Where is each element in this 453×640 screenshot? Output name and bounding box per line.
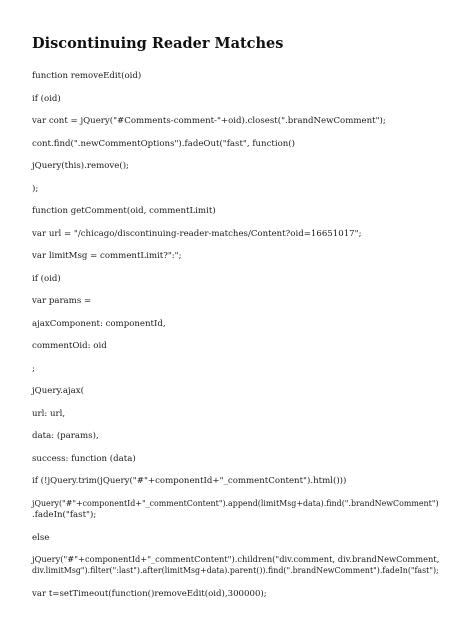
- code-line: data: (params),: [32, 431, 99, 441]
- code-line: var cont = jQuery("#Comments-comment-"+oid).closest(".brandNewComment");: [32, 116, 386, 126]
- code-line: if (oid): [32, 94, 61, 104]
- code-line: jQuery("#"+componentId+"_commentContent").children("div.comment, div.brandNewComment,: [32, 555, 440, 565]
- code-line: var params =: [32, 296, 92, 306]
- code-line: if (oid): [32, 274, 61, 284]
- code-line: var t=setTimeout(function()removeEdit(oid),300000);: [32, 589, 267, 599]
- code-line: url: url,: [32, 409, 66, 419]
- code-line: function getComment(oid, commentLimit): [32, 206, 216, 216]
- code-line: success: function (data): [32, 454, 136, 464]
- code-line: ajaxComponent: componentId,: [32, 319, 166, 329]
- code-line: .fadeIn("fast");: [32, 510, 97, 520]
- code-line: div.limitMsg").filter(":last").after(limitMsg+data).parent()).find(".brandNewComment").fadeIn("fast");: [32, 566, 439, 576]
- code-line: function removeEdit(oid): [32, 71, 142, 81]
- code-line: cont.find(".newCommentOptions").fadeOut("fast", function(): [32, 139, 296, 149]
- code-line: jQuery("#"+componentId+"_commentContent").append(limitMsg+data).find(".brandNewComment"): [32, 499, 439, 509]
- code-line: if (!jQuery.trim(jQuery("#"+componentId+"_commentContent").html())): [32, 476, 347, 486]
- code-line: );: [32, 184, 39, 194]
- code-line: ;: [32, 364, 35, 374]
- code-line: jQuery.ajax(: [32, 386, 84, 396]
- page-title: Discontinuing Reader Matches: [32, 35, 284, 52]
- code-line: else: [32, 533, 50, 543]
- code-line: var url = "/chicago/discontinuing-reader-matches/Content?oid=16651017";: [32, 229, 362, 239]
- code-line: jQuery(this).remove();: [32, 161, 129, 171]
- code-line: commentOid: oid: [32, 341, 107, 351]
- code-line: var limitMsg = commentLimit?":";: [32, 251, 182, 261]
